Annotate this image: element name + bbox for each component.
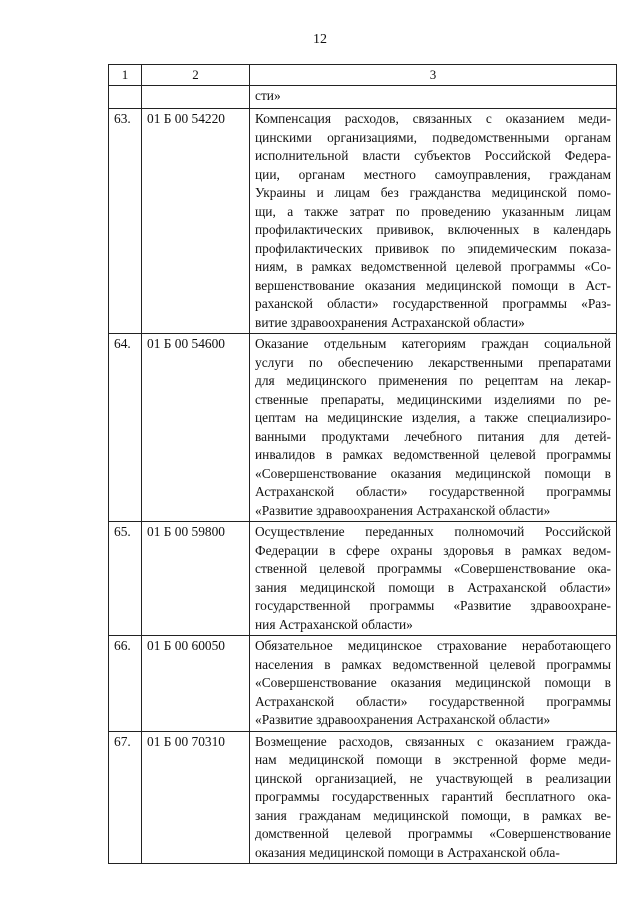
description-line: Возмещение расходов, связанных с оказанием гражда- [255,733,611,749]
table-row [109,522,617,636]
description-cell [250,109,617,334]
description-line: Федерации в сфере охраны здоровья в рамках ведом- [255,542,611,558]
code-cell: 01 Б 00 60050 [142,636,250,732]
page-number: 12 [313,32,327,47]
description-line: профилактических прививок по эпидемическим показа- [255,240,611,256]
row-number-cell: 64. [109,334,142,522]
description-line: «Развитие здравоохранения Астраханской области» [255,712,551,727]
description-line: ванными продуктами лечебного питания для детей- [255,428,611,444]
description-line: цинской организацией, не участвующей в реализации [255,770,611,786]
column-header-3: 3 [250,65,617,86]
row-number-cell: 66. [109,636,142,732]
description-line: витие здравоохранения Астраханской области» [255,314,525,330]
row-number-cell: 65. [109,522,142,636]
description-line: раханской области» государственной программы «Раз- [255,296,611,311]
code-cell: 01 Б 00 70310 [142,731,250,864]
column-header-1: 1 [109,65,142,86]
description-line: Астраханской области» государственной программы [255,693,611,709]
description-line: Осуществление переданных полномочий Российской [255,524,611,539]
description-line: Компенсация расходов, связанных с оказанием меди- [255,111,611,126]
description-line: ственной целевой программы «Совершенствование ока- [255,561,611,576]
description-line: Астраханской области» государственной программы [255,484,611,499]
description-line: ниям, в рамках ведомственной целевой программы «Со- [255,259,611,274]
table-header-row [109,65,617,86]
description-line: цинскими организациями, подведомственными органам [255,129,611,145]
description-line: исполнительной власти субъектов Российской Федера- [255,148,611,163]
row-number-cell: 63. [109,109,142,334]
description-line: программы государственных гарантий бесплатного ока- [255,789,611,804]
description-line: Украины и лицам без гражданства медицинской помо- [255,185,611,200]
table-row [109,109,617,334]
description-line: домственной целевой программы «Совершенствование [255,826,611,841]
table-row [109,334,617,522]
description-line: «Развитие здравоохранения Астраханской области» [255,502,551,518]
table-row [109,636,617,732]
code-cell: 01 Б 00 59800 [142,522,250,636]
description-cell: сти» [250,86,617,109]
description-line: нам медицинской помощи в экстренной форме меди- [255,752,611,767]
description-line: оказания медицинской помощи в Астраханской обла- [255,844,560,860]
description-line: цептам на медицинские изделия, а также специализиро- [255,410,611,425]
description-line: ции, органам местного самоуправления, гражданам [255,166,611,182]
description-line: ния Астраханской области» [255,616,413,632]
code-cell [142,86,250,109]
description-line: вершенствование оказания медицинской помощи в Аст- [255,277,611,293]
description-line: инвалидов в рамках ведомственной целевой программы [255,447,611,462]
description-line: профилактических прививок, включенных в календарь [255,222,611,237]
table-row-continuation [109,86,617,109]
description-line: «Совершенствование оказания медицинской помощи в [255,675,611,690]
code-cell: 01 Б 00 54600 [142,334,250,522]
row-number-cell [109,86,142,109]
description-line: Оказание отдельным категориям граждан социальной [255,336,611,351]
code-cell: 01 Б 00 54220 [142,109,250,334]
description-line: зания гражданам медицинской помощи, в рамках ве- [255,807,611,823]
description-line: зания медицинской помощи в Астраханской области» [255,579,611,595]
description-cell [250,731,617,864]
column-header-2: 2 [142,65,250,86]
description-line: щи, а также затрат по проведению указанным лицам [255,203,611,219]
table-row [109,731,617,864]
description-line: услуги по обеспечению лекарственными препаратами [255,354,611,370]
description-line: для медицинского применения по рецептам на лекар- [255,373,611,388]
description-line: Обязательное медицинское страхование неработающего [255,638,611,653]
description-cell [250,636,617,732]
description-line: ственные препараты, медицинскими изделиями по ре- [255,391,611,407]
description-cell [250,522,617,636]
budget-classification-table [108,64,617,864]
description-line: населения в рамках ведомственной целевой программы [255,656,611,672]
row-number-cell: 67. [109,731,142,864]
description-line: государственной программы «Развитие здравоохране- [255,598,611,613]
description-line: «Совершенствование оказания медицинской помощи в [255,465,611,481]
description-cell [250,334,617,522]
